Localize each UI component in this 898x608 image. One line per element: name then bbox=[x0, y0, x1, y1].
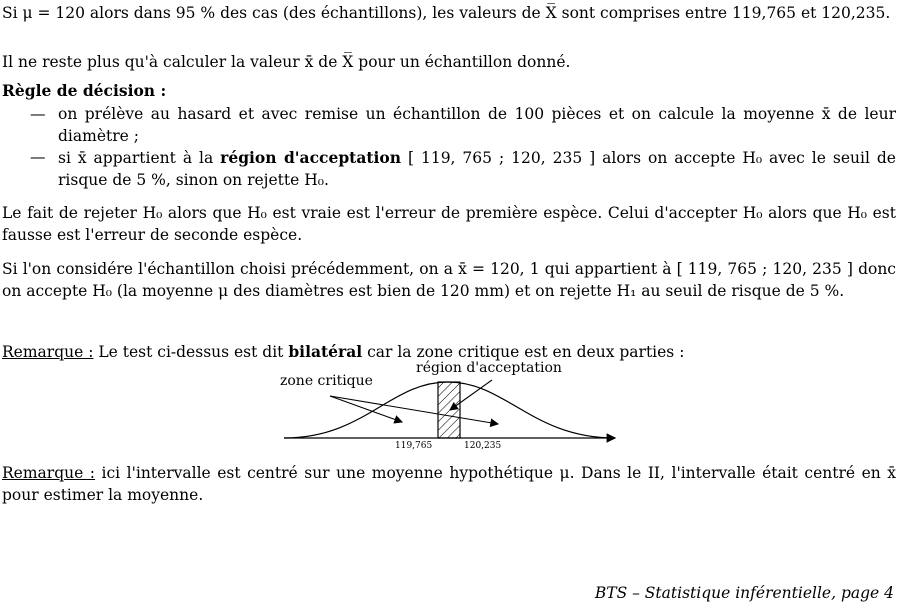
bell-curve-diagram bbox=[270, 352, 630, 457]
remark-text: ici l'intervalle est centré sur une moyenne hypothétique μ. Dans le II, l'intervalle était centré en x̄ pour estimer la moyenne. bbox=[2, 464, 896, 504]
paragraph-example: Si l'on considére l'échantillon choisi précédemment, on a x̄ = 120, 1 qui appartient à [ 119, 765 ; 120, 235 ] donc on accepte H₀ (la moyenne μ des diamètres est bien de 120 mm) et on rejette H₁ au seuil de risque de 5 %. bbox=[2, 260, 896, 300]
label-critical-zone: zone critique bbox=[280, 373, 373, 389]
tick-label-right: 120,235 bbox=[464, 441, 502, 451]
list-item-text-end: [ 119, 765 ; 120, 235 ] alors on accepte H₀ avec le seuil de risque de 5 %, sinon on rejette H₀. bbox=[58, 149, 896, 190]
decision-rule-list bbox=[30, 104, 896, 192]
paragraph-interval: Si μ = 120 alors dans 95 % des cas (des échantillons), les valeurs de X̅ sont comprises entre 119,765 et 120,235. bbox=[2, 4, 891, 22]
dash-bullet: — bbox=[30, 148, 46, 167]
remark-label: Remarque : bbox=[2, 464, 96, 482]
tick-label-left: 119,765 bbox=[395, 441, 433, 451]
arrow-critical-right bbox=[330, 396, 498, 424]
remark-text-start: Le test ci-dessus est dit bbox=[98, 343, 284, 361]
list-item bbox=[30, 147, 896, 191]
list-item-text: on prélève au hasard et avec remise un échantillon de 100 pièces et on calcule la moyenne x̄ de leur diamètre ; bbox=[58, 105, 896, 145]
acceptance-region-term: région d'acceptation bbox=[220, 148, 402, 168]
page-footer: BTS – Statistique inférentielle, page 4 bbox=[594, 584, 894, 602]
acceptance-region-hatch bbox=[438, 382, 460, 438]
remark-text-end: car la zone critique est en deux parties : bbox=[367, 343, 685, 361]
list-item-text-start: si x̄ appartient à la bbox=[58, 149, 214, 168]
list-item bbox=[30, 104, 896, 147]
dash-bullet: — bbox=[30, 105, 46, 123]
remark-centering bbox=[2, 463, 896, 506]
diagram-svg bbox=[270, 352, 630, 457]
bilateral-term: bilatéral bbox=[288, 342, 363, 361]
paragraph-compute: Il ne reste plus qu'à calculer la valeur x̄ de X̅ pour un échantillon donné. bbox=[2, 53, 571, 71]
decision-rule-heading: Règle de décision : bbox=[2, 81, 167, 100]
remark-label: Remarque : bbox=[2, 343, 94, 361]
label-acceptance-region: région d'acceptation bbox=[416, 360, 562, 376]
paragraph-errors: Le fait de rejeter H₀ alors que H₀ est vraie est l'erreur de première espèce. Celui d'accepter H₀ alors que H₀ est fausse est l'erreur de seconde espèce. bbox=[2, 204, 896, 244]
